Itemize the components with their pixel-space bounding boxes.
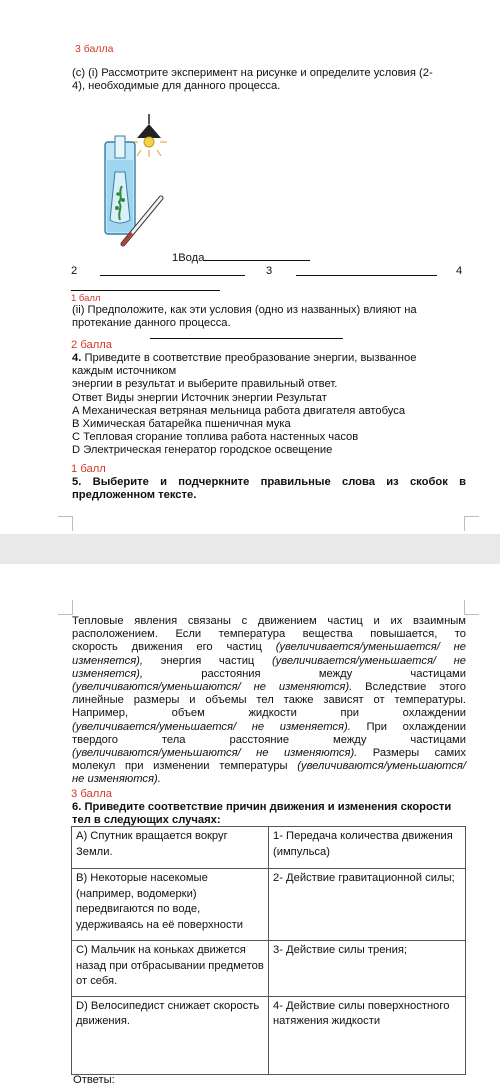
choice-brackets[interactable]: (увеличивается/уменьшается/ не изменяется).	[72, 720, 351, 733]
points-label: 1 балл	[71, 463, 106, 475]
choice-brackets[interactable]: не изменяются).	[72, 773, 161, 786]
table-cell-cause: D) Велосипедист снижает скорость движения.	[72, 996, 269, 1074]
paragraph-line	[72, 721, 466, 734]
task-4-header: Ответ Виды энергии Источник энергии Результат	[72, 391, 327, 404]
choice-brackets[interactable]: (увеличиваются/уменьшаются/ не изменяются).	[72, 681, 353, 694]
task-4-line: энергии в результат и выберите правильный ответ.	[72, 378, 338, 391]
task-4-option: C Тепловая сгорание топлива работа настенных часов	[72, 431, 359, 444]
answer-blank-4[interactable]	[71, 281, 220, 291]
paragraph-line	[72, 641, 466, 654]
paragraph-text: Вследствие этого	[352, 681, 466, 694]
choice-brackets[interactable]: изменяется),	[72, 667, 144, 680]
task-5-paragraph	[72, 615, 466, 787]
points-label: 3 балла	[71, 788, 112, 800]
condition-1-label: 1Вода	[172, 252, 205, 264]
condition-2-label: 2	[71, 265, 78, 277]
page-separator	[0, 534, 500, 564]
task-4-option: A Механическая ветряная мельница работа двигателя автобуса	[72, 404, 406, 417]
task-c-line: (с) (i) Рассмотрите эксперимент на рисунке и определите условия (2-	[72, 67, 433, 79]
task-6-title	[72, 801, 466, 827]
paragraph-line	[72, 760, 466, 773]
paragraph-line	[72, 681, 466, 694]
task-4-option: B Химическая батарейка пшеничная мука	[72, 418, 291, 431]
task-ii-line: протекание данного процесса.	[72, 317, 231, 330]
answer-blank-3[interactable]	[296, 266, 437, 276]
page-corner-mark	[58, 516, 73, 531]
table-row	[72, 827, 466, 869]
paragraph-line	[72, 747, 466, 760]
paragraph-text: расстояния между частицами	[143, 667, 466, 680]
paragraph-line	[72, 655, 466, 668]
paragraph-text: При охлаждении	[350, 720, 466, 733]
table-cell-cause: C) Мальчик на коньках движется назад при отбрасывании предметов от себя.	[72, 941, 269, 997]
table-row	[72, 869, 466, 941]
answer-blank-ii[interactable]	[150, 329, 343, 339]
table-cell-cause: B) Некоторые насекомые (например, водомерки) передвигаются по воде, удерживаясь на её поверхности	[72, 869, 269, 941]
task-4-option: D Электрическая генератор городское освещение	[72, 444, 333, 457]
table-row	[72, 996, 466, 1074]
answer-blank-1[interactable]	[204, 251, 310, 261]
task-4-title	[72, 352, 466, 365]
table-cell-cause: A) Спутник вращается вокруг Земли.	[72, 827, 269, 869]
points-label: 2 балла	[71, 339, 112, 351]
points-label: 3 балла	[75, 43, 114, 55]
task-c-text	[72, 67, 466, 93]
condition-4-label: 4	[456, 265, 463, 277]
choice-brackets[interactable]: (увеличиваются/уменьшаются/ не изменяются).	[72, 747, 358, 760]
experiment-illustration	[95, 112, 185, 257]
task-c-line: 4), необходимые для данного процесса.	[72, 80, 281, 93]
page-corner-mark	[464, 600, 479, 615]
table-cell-reason: 1- Передача количества движения (импульса)	[269, 827, 466, 869]
task-4-block	[72, 352, 466, 458]
task-ii-text	[72, 304, 466, 330]
choice-brackets[interactable]: (увеличиваются/уменьшаются/	[297, 760, 466, 773]
task-6-line: тел в следующих случаях:	[72, 814, 221, 827]
paragraph-text: энергия частиц	[143, 654, 272, 667]
paragraph-line: твердого тела расстояние между частицами	[72, 733, 466, 746]
answer-blank-2[interactable]	[100, 266, 245, 276]
task-4-line: каждым источником	[72, 365, 177, 378]
paragraph-line: расположением. Если температура вещества повышается, то	[72, 628, 466, 641]
table-row	[72, 941, 466, 997]
task-5-text	[72, 476, 466, 502]
task-4-line: Приведите в соответствие преобразование энергии, вызванное	[84, 352, 417, 364]
task-5-line: предложенном тексте.	[72, 489, 197, 502]
paragraph-text: молекул при изменении температуры	[72, 760, 298, 773]
choice-brackets[interactable]: (увеличивается/уменьшается/ не	[271, 654, 466, 667]
paragraph-line	[72, 668, 466, 681]
paragraph-line: Например, объем жидкости при охлаждении	[72, 707, 466, 720]
table-cell-reason: 4- Действие силы поверхностного натяжения жидкости	[269, 996, 466, 1074]
page-corner-mark	[58, 600, 73, 615]
task-6-line: 6. Приведите соответствие причин движения и изменения скорости	[72, 801, 452, 813]
points-label: 1 балл	[71, 293, 101, 304]
answers-label: Ответы:	[73, 1074, 115, 1086]
table-cell-reason: 3- Действие силы трения;	[269, 941, 466, 997]
task-5-line: 5. Выберите и подчеркните правильные слова из скобок в	[72, 476, 466, 488]
flask-icon	[105, 136, 135, 234]
choice-brackets[interactable]: (увеличивается/уменьшается/ не	[275, 641, 467, 654]
condition-1-line	[172, 251, 310, 265]
choice-brackets[interactable]: изменяется),	[72, 654, 144, 667]
paragraph-line: линейные размеры и объемы тел также зависят от температуры.	[72, 694, 466, 707]
lamp-icon	[131, 114, 167, 157]
matching-table	[71, 826, 466, 1075]
page-corner-mark	[464, 516, 479, 531]
table-cell-reason: 2- Действие гравитационной силы;	[269, 869, 466, 941]
condition-3-label: 3	[266, 265, 273, 277]
paragraph-text: Размеры самих	[357, 747, 466, 760]
paragraph-line: Тепловые явления связаны с движением частиц и их взаимным	[72, 615, 466, 627]
paragraph-text: скорость движения его частиц	[72, 641, 276, 654]
task-number: 4.	[72, 352, 82, 364]
task-ii-line: (ii) Предположите, как эти условия (одно из названных) влияют на	[72, 304, 417, 316]
